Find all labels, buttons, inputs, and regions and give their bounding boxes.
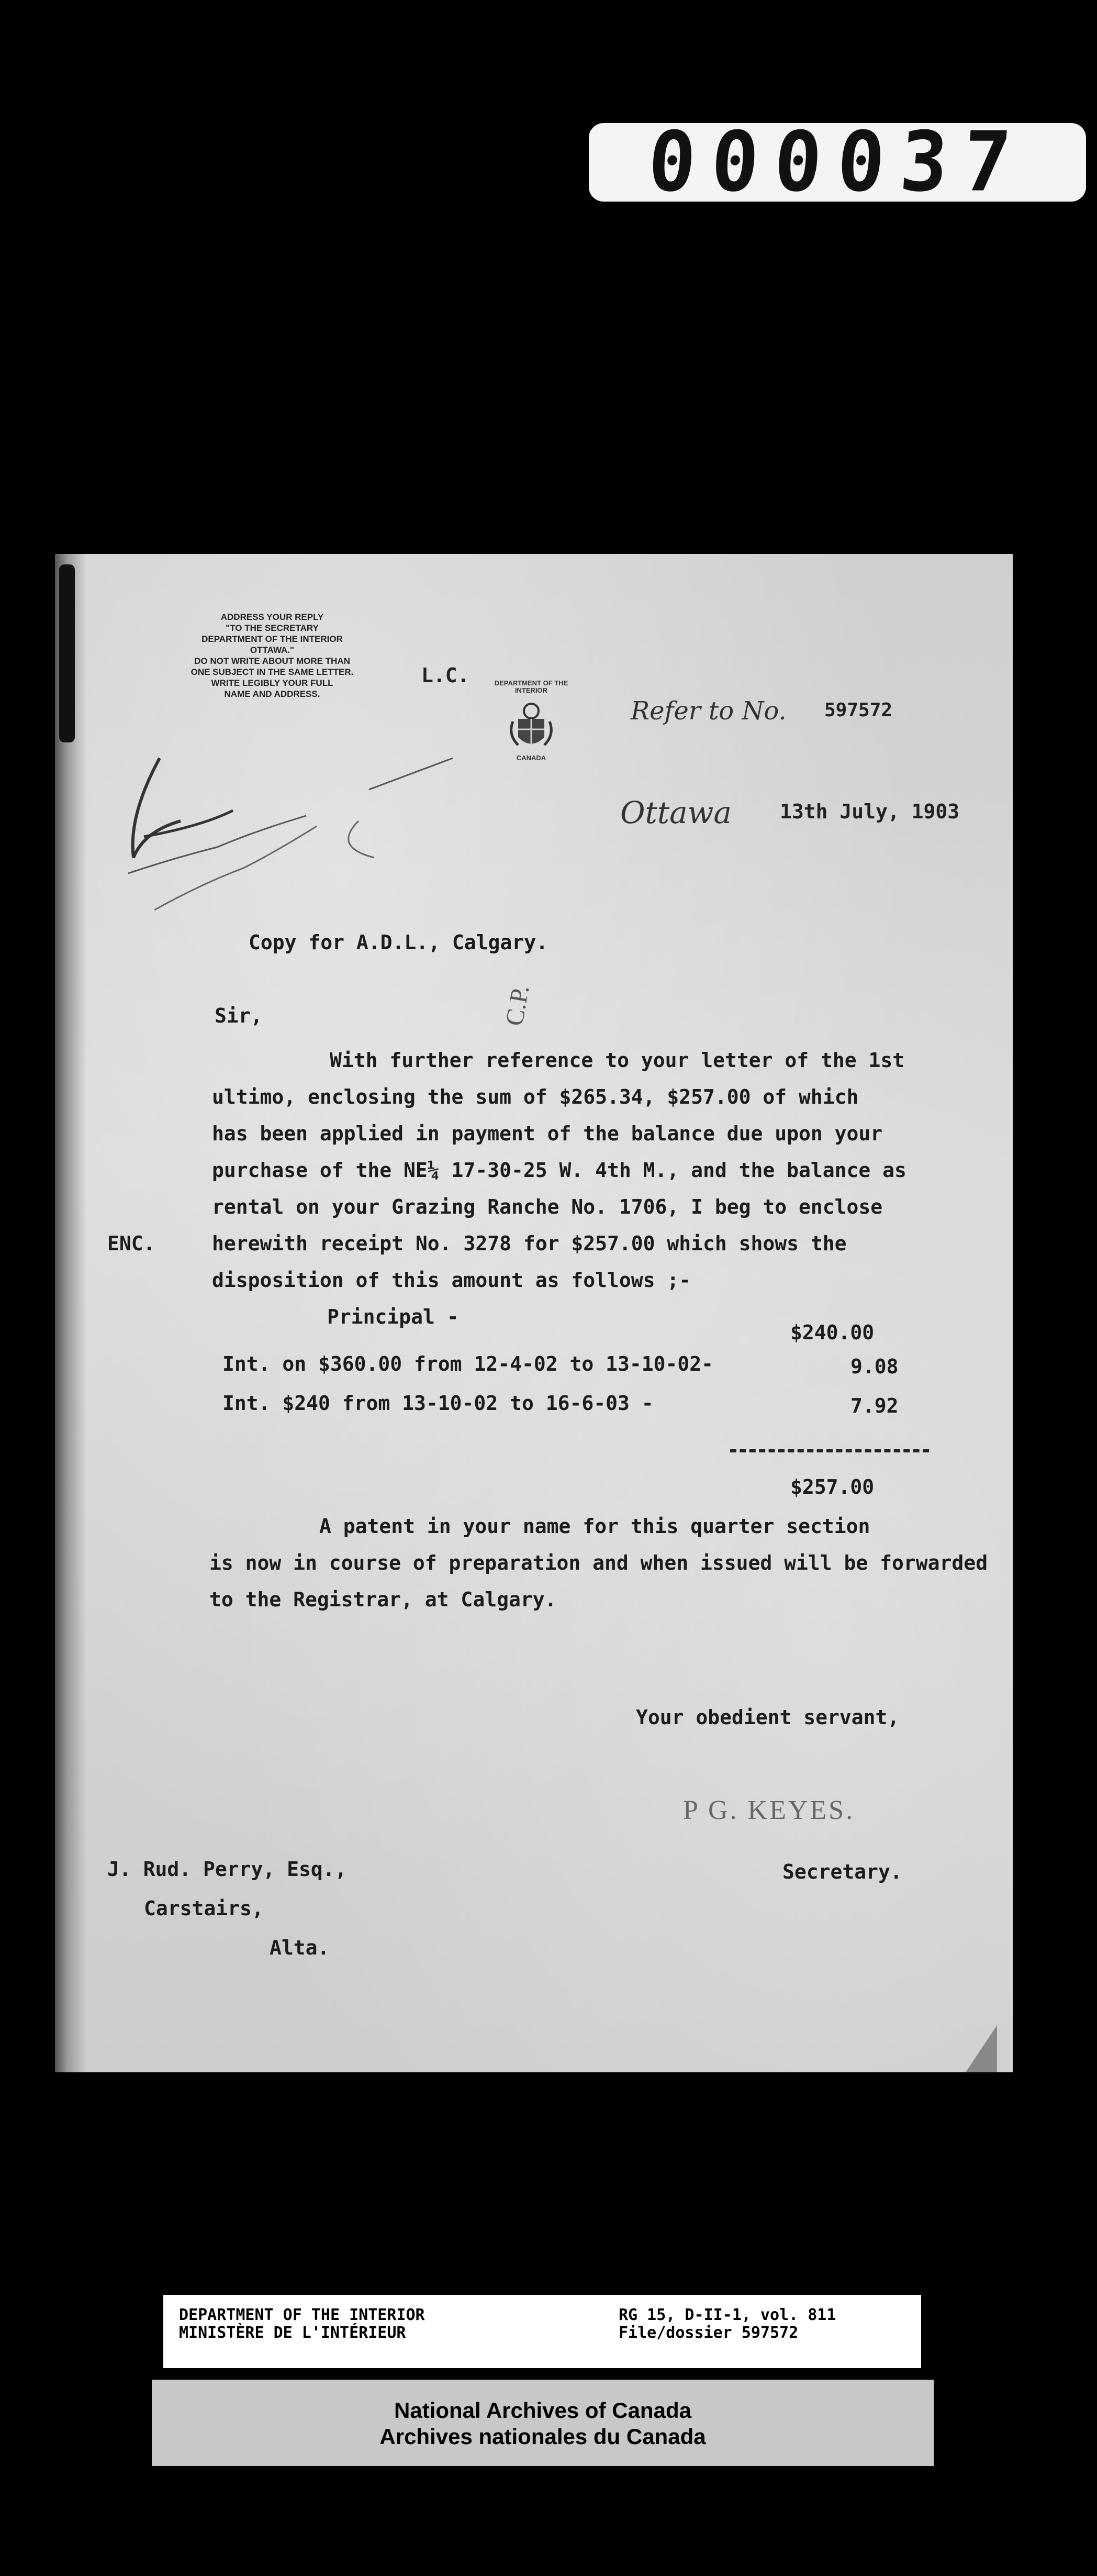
paragraph-line: rental on your Grazing Ranche No. 1706, I beg to enclose	[212, 1195, 883, 1218]
letter-page	[55, 554, 1013, 2072]
paper-fold-edge	[59, 564, 75, 742]
paragraph-line: With further reference to your letter of the 1st	[330, 1049, 905, 1072]
total-rule	[730, 1449, 929, 1452]
address-line: OTTAWA."	[250, 645, 295, 655]
handwritten-annotation	[97, 753, 474, 952]
copy-for-line: Copy for A.D.L., Calgary.	[249, 931, 548, 954]
breakdown-label: Int. $240 from 13-10-02 to 16-6-03 -	[222, 1392, 654, 1415]
paragraph-line: A patent in your name for this quarter section	[319, 1515, 870, 1538]
refer-number: 597572	[824, 699, 893, 721]
archives-name-english: National Archives of Canada	[394, 2398, 691, 2423]
seal-bottom-text: CANADA	[516, 754, 546, 762]
initials-mark: L.C.	[421, 664, 469, 687]
paragraph-line: has been applied in payment of the balance due upon your	[212, 1122, 883, 1145]
archive-reference: RG 15, D-II-1, vol. 811	[619, 2306, 836, 2324]
city-name: Ottawa	[620, 795, 732, 830]
addressee-line: Carstairs,	[144, 1897, 264, 1920]
letter-date: 13th July, 1903	[780, 800, 960, 823]
breakdown-amount: $240.00	[790, 1321, 875, 1344]
closing: Your obedient servant,	[636, 1706, 900, 1729]
paper-corner-fold	[966, 2025, 997, 2072]
breakdown-label: Principal -	[327, 1305, 459, 1328]
signature-stamp: P G. KEYES.	[683, 1795, 855, 1825]
refer-to-label: Refer to No.	[631, 696, 787, 726]
total-amount: $257.00	[790, 1475, 875, 1498]
address-line: ONE SUBJECT IN THE SAME LETTER.	[191, 667, 354, 677]
national-archives-banner	[152, 2380, 934, 2466]
department-english: DEPARTMENT OF THE INTERIOR	[179, 2306, 425, 2324]
address-line: DO NOT WRITE ABOUT MORE THAN	[194, 656, 350, 666]
address-line: NAME AND ADDRESS.	[224, 689, 320, 699]
paragraph-line: purchase of the NE¼ 17-30-25 W. 4th M., and the balance as	[212, 1159, 906, 1182]
department-seal	[492, 680, 570, 769]
address-line: "TO THE SECRETARY	[226, 623, 319, 633]
paragraph-line: disposition of this amount as follows ;-	[212, 1269, 691, 1292]
paragraph-line: ultimo, enclosing the sum of $265.34, $257.00 of which	[212, 1085, 859, 1108]
coat-of-arms-icon	[502, 695, 560, 753]
breakdown-amount: 9.08	[850, 1355, 899, 1378]
department-french: MINISTÈRE DE L'INTÉRIEUR	[179, 2324, 406, 2342]
enclosure-note: ENC.	[107, 1232, 155, 1255]
breakdown-label: Int. on $360.00 from 12-4-02 to 13-10-02-	[222, 1352, 713, 1375]
addressee-line: Alta.	[270, 1936, 330, 1959]
cp-stamp: C.P.	[500, 983, 535, 1028]
paragraph-line: is now in course of preparation and when issued will be forwarded	[209, 1551, 988, 1574]
archive-file: File/dossier 597572	[619, 2324, 799, 2342]
archives-name-french: Archives nationales du Canada	[379, 2424, 706, 2449]
paper-fold-shadow	[55, 554, 86, 2072]
paragraph-line: to the Registrar, at Calgary.	[209, 1588, 557, 1611]
addressee-line: J. Rud. Perry, Esq.,	[107, 1858, 347, 1881]
frame-number-label	[589, 114, 1086, 210]
frame-number: 000037	[645, 114, 1030, 210]
signer-title: Secretary.	[782, 1860, 902, 1883]
address-line: ADDRESS YOUR REPLY	[220, 612, 324, 622]
seal-top-text: DEPARTMENT OF THE INTERIOR	[494, 679, 568, 694]
breakdown-amount: 7.92	[850, 1394, 899, 1417]
letterhead-address-block	[157, 612, 387, 699]
paragraph-line: herewith receipt No. 3278 for $257.00 which shows the	[212, 1232, 847, 1255]
archive-reference-label	[163, 2295, 921, 2368]
address-line: WRITE LEGIBLY YOUR FULL	[211, 678, 333, 688]
salutation: Sir,	[215, 1004, 263, 1027]
address-line: DEPARTMENT OF THE INTERIOR	[202, 634, 343, 644]
